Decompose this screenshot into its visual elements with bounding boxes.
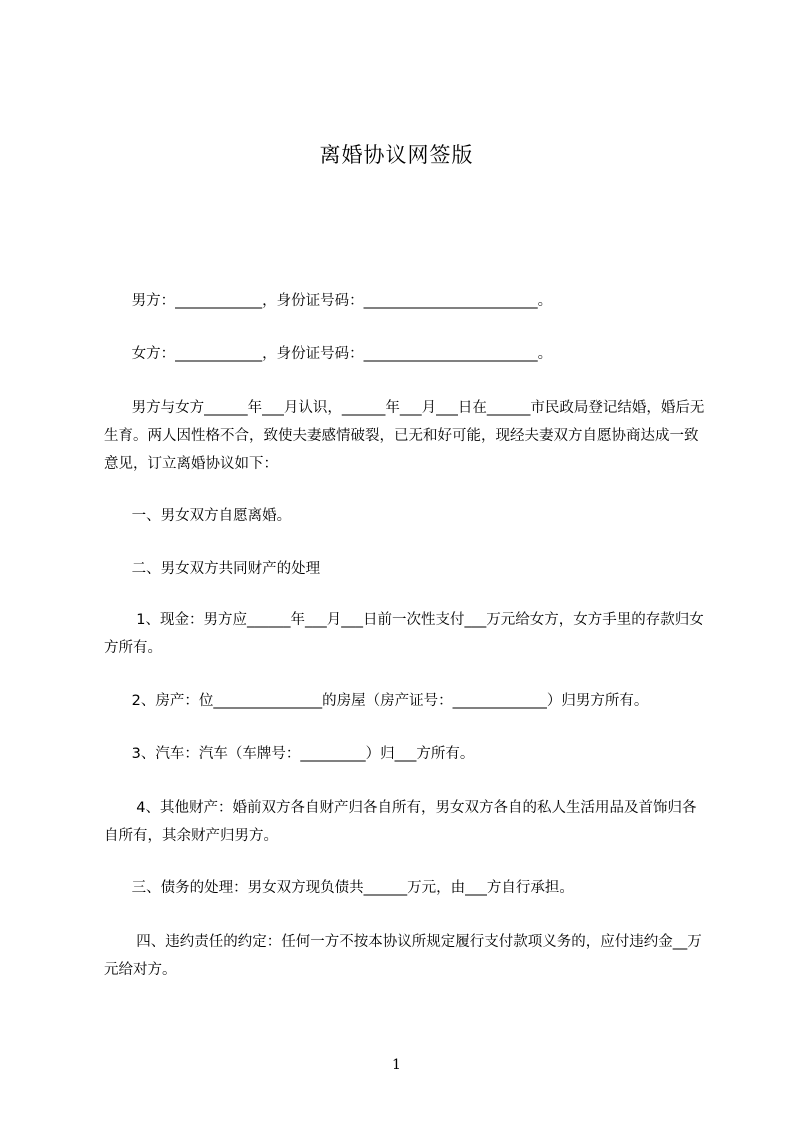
document-title: 离婚协议网签版 — [319, 143, 474, 167]
paragraph-man-info: 男方：____________，身份证号码：________________________。 — [104, 293, 553, 309]
paragraph-intro: 男方与女方______年___月认识，______年___月___日在______市民政局登记结婚，婚后无生育。两人因性格不合，致使夫妻感情破裂，已无和好可能，现经夫妻双方自愿协商达成一致意见，订立离婚协议如下： — [104, 400, 705, 472]
paragraph-clause-3-debt: 三、债务的处理：男女双方现负债共______万元，由___方自行承担。 — [104, 880, 574, 896]
paragraph-other-property: 4、其他财产：婚前双方各自财产归各自所有，男女双方各自的私人生活用品及首饰归各自所有，其余财产归男方。 — [104, 800, 697, 844]
paragraph-cash: 1、现金：男方应______年___月___日前一次性支付___万元给女方，女方手里的存款归女方所有。 — [104, 612, 704, 656]
paragraph-house: 2、房产：位_______________的房屋（房产证号：_____________）归男方所有。 — [104, 693, 649, 709]
paragraph-clause-4-liability: 四、违约责任的约定：任何一方不按本协议所规定履行支付款项义务的，应付违约金__万元给对方。 — [104, 934, 702, 978]
paragraph-woman-info: 女方：____________，身份证号码：________________________。 — [104, 346, 553, 362]
paragraph-clause-1: 一、男女双方自愿离婚。 — [104, 508, 292, 524]
paragraph-car: 3、汽车：汽车（车牌号：_________）归___方所有。 — [104, 746, 475, 762]
paragraph-clause-2: 二、男女双方共同财产的处理 — [104, 561, 321, 577]
page-number: 1 — [392, 1057, 401, 1073]
